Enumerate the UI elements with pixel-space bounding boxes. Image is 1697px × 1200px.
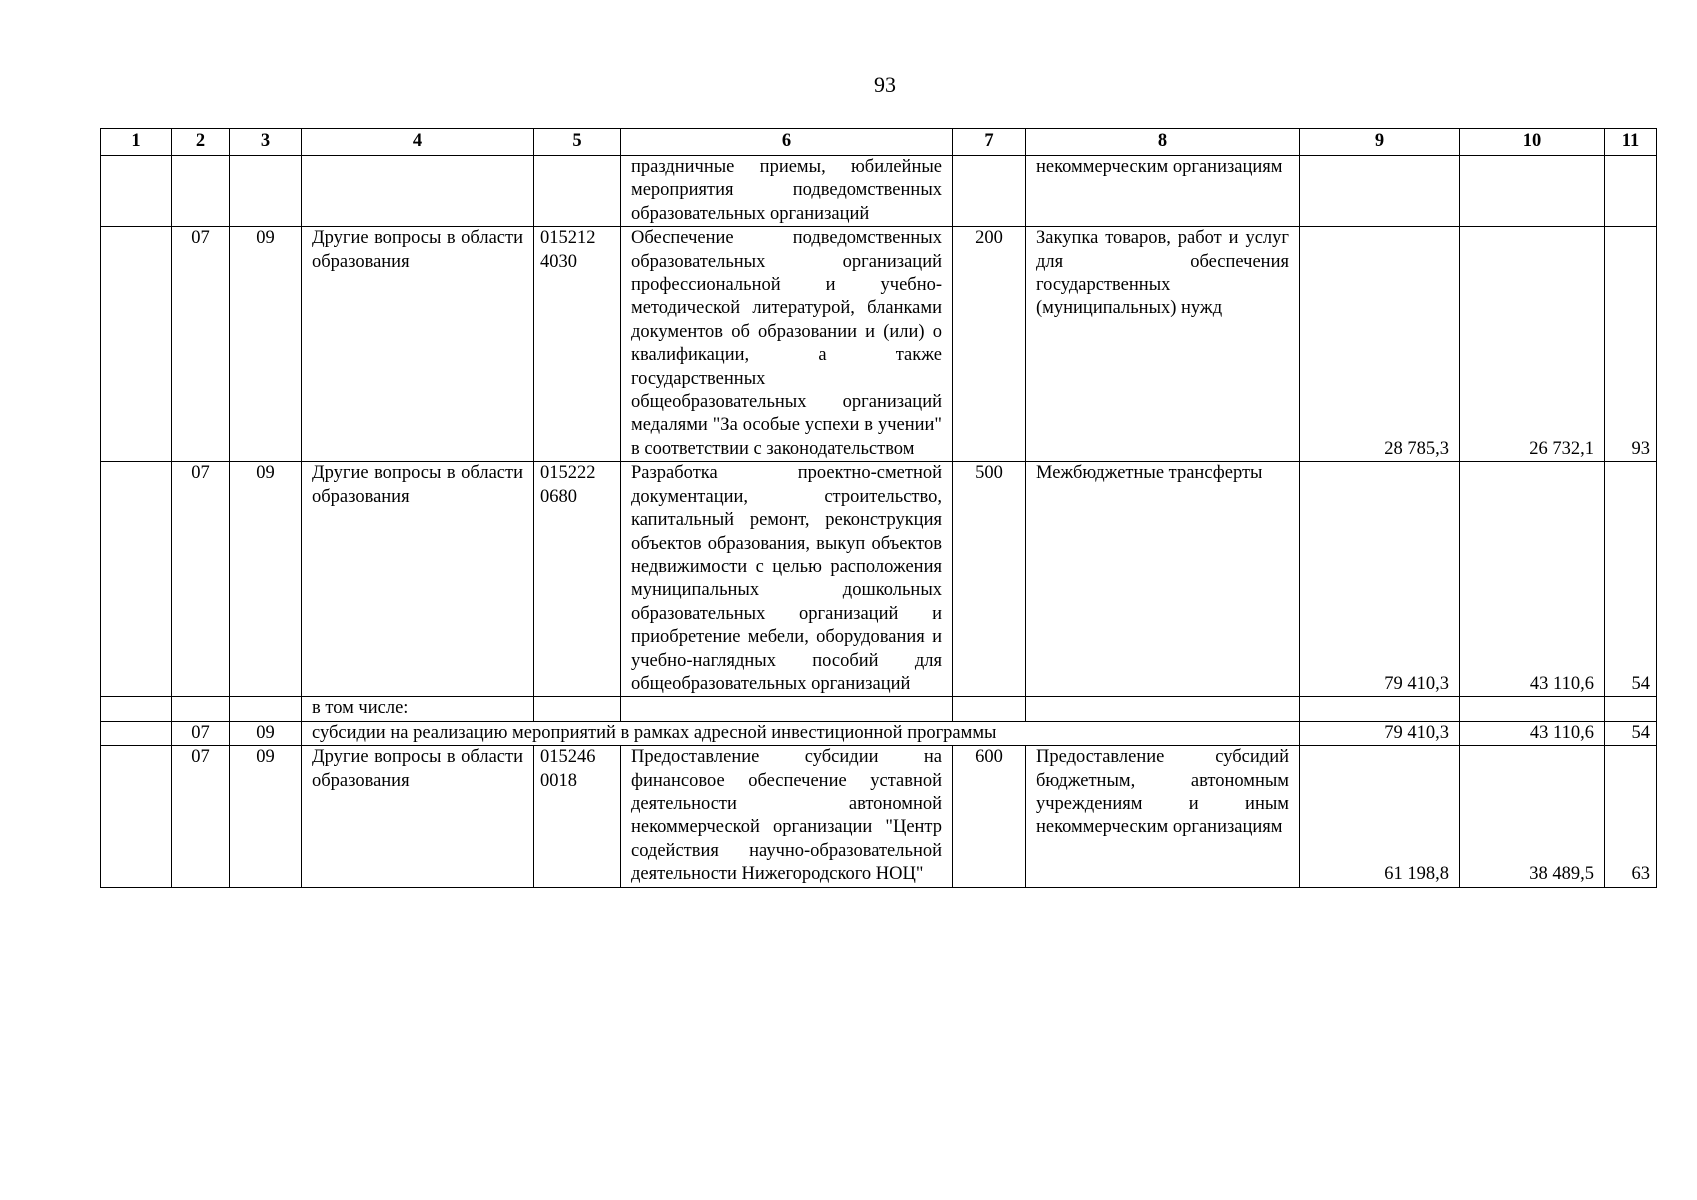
table-row [101,697,1657,721]
cell-description: праздничные приемы, юбилейные мероприятия подведомственных образовательных организаций [621,156,953,227]
cell-section-name: Другие вопросы в области образования [302,227,534,462]
cell-description: Предоставление субсидии на финансовое обеспечение уставной деятельности автономной некоммерческой организации "Центр содействия научно-образовательной деятельности Нижегородского НОЦ" [621,746,953,887]
cell-section [172,697,230,721]
cell-subsection: 09 [230,746,302,887]
column-header-9: 9 [1300,129,1460,156]
cell-section-name: в том числе: [302,697,534,721]
column-header-5: 5 [534,129,621,156]
cell-percent-11: 63 [1605,746,1657,887]
cell-amount-9: 79 410,3 [1300,462,1460,697]
cell-section-name: Другие вопросы в области образования [302,746,534,887]
column-header-4: 4 [302,129,534,156]
cell-amount-10 [1460,156,1605,227]
cell-amount-10: 43 110,6 [1460,462,1605,697]
cell-amount-10: 38 489,5 [1460,746,1605,887]
cell-expense-type [953,697,1026,721]
cell-subsection: 09 [230,462,302,697]
cell-subsidies-description: субсидии на реализацию мероприятий в рамках адресной инвестиционной программы [302,721,1300,745]
cell-subsection: 09 [230,227,302,462]
cell-amount-9 [1300,697,1460,721]
cell-target-code: 015222 0680 [534,462,621,697]
cell-section: 07 [172,462,230,697]
column-header-7: 7 [953,129,1026,156]
cell-expense-type [953,156,1026,227]
cell-col1 [101,156,172,227]
column-header-1: 1 [101,129,172,156]
cell-expense-type: 600 [953,746,1026,887]
table-row [101,746,1657,887]
cell-amount-10 [1460,697,1605,721]
column-header-10: 10 [1460,129,1605,156]
cell-amount-9: 61 198,8 [1300,746,1460,887]
cell-target-code [534,697,621,721]
column-header-3: 3 [230,129,302,156]
cell-col1 [101,746,172,887]
column-header-2: 2 [172,129,230,156]
cell-percent-11: 93 [1605,227,1657,462]
cell-target-code: 015212 4030 [534,227,621,462]
cell-description: Разработка проектно-сметной документации, строительство, капитальный ремонт, реконструкция объектов образования, выкуп объектов недвижимости с целью расположения муниципальных дошкольных образовательных организаций и приобретение мебели, оборудования и учебно-наглядных пособий для общеобразовательных организаций [621,462,953,697]
cell-col1 [101,721,172,745]
cell-expense-type-name: Предоставление субсидий бюджетным, автономным учреждениям и иным некоммерческим организациям [1026,746,1300,887]
table-row [101,156,1657,227]
cell-expense-type: 500 [953,462,1026,697]
table-header-row [101,129,1657,156]
cell-amount-9: 28 785,3 [1300,227,1460,462]
column-header-8: 8 [1026,129,1300,156]
cell-amount-10: 26 732,1 [1460,227,1605,462]
cell-section-name: Другие вопросы в области образования [302,462,534,697]
cell-col1 [101,697,172,721]
cell-section: 07 [172,227,230,462]
cell-amount-10: 43 110,6 [1460,721,1605,745]
column-header-11: 11 [1605,129,1657,156]
cell-expense-type-name: некоммерческим организациям [1026,156,1300,227]
cell-subsection [230,156,302,227]
cell-percent-11: 54 [1605,721,1657,745]
cell-expense-type: 200 [953,227,1026,462]
cell-target-code [534,156,621,227]
cell-subsection: 09 [230,721,302,745]
cell-amount-9 [1300,156,1460,227]
cell-section: 07 [172,721,230,745]
cell-subsection [230,697,302,721]
cell-expense-type-name: Закупка товаров, работ и услуг для обеспечения государственных (муниципальных) нужд [1026,227,1300,462]
cell-percent-11: 54 [1605,462,1657,697]
cell-section-name [302,156,534,227]
table-row [101,462,1657,697]
cell-expense-type-name: Межбюджетные трансферты [1026,462,1300,697]
table-row [101,227,1657,462]
cell-description: Обеспечение подведомственных образовательных организаций профессиональной и учебно-методической литературой, бланками документов об образовании и (или) о квалификации, а также государственных общеобразовательных организаций медалями "За особые успехи в учении" в соответствии с законодательством [621,227,953,462]
cell-section: 07 [172,746,230,887]
cell-col1 [101,462,172,697]
cell-description [621,697,953,721]
cell-amount-9: 79 410,3 [1300,721,1460,745]
cell-section [172,156,230,227]
cell-percent-11 [1605,697,1657,721]
cell-col1 [101,227,172,462]
cell-percent-11 [1605,156,1657,227]
table-row [101,721,1657,745]
page-number: 93 [874,72,896,97]
budget-table [100,128,1657,888]
cell-expense-type-name [1026,697,1300,721]
cell-target-code: 015246 0018 [534,746,621,887]
column-header-6: 6 [621,129,953,156]
